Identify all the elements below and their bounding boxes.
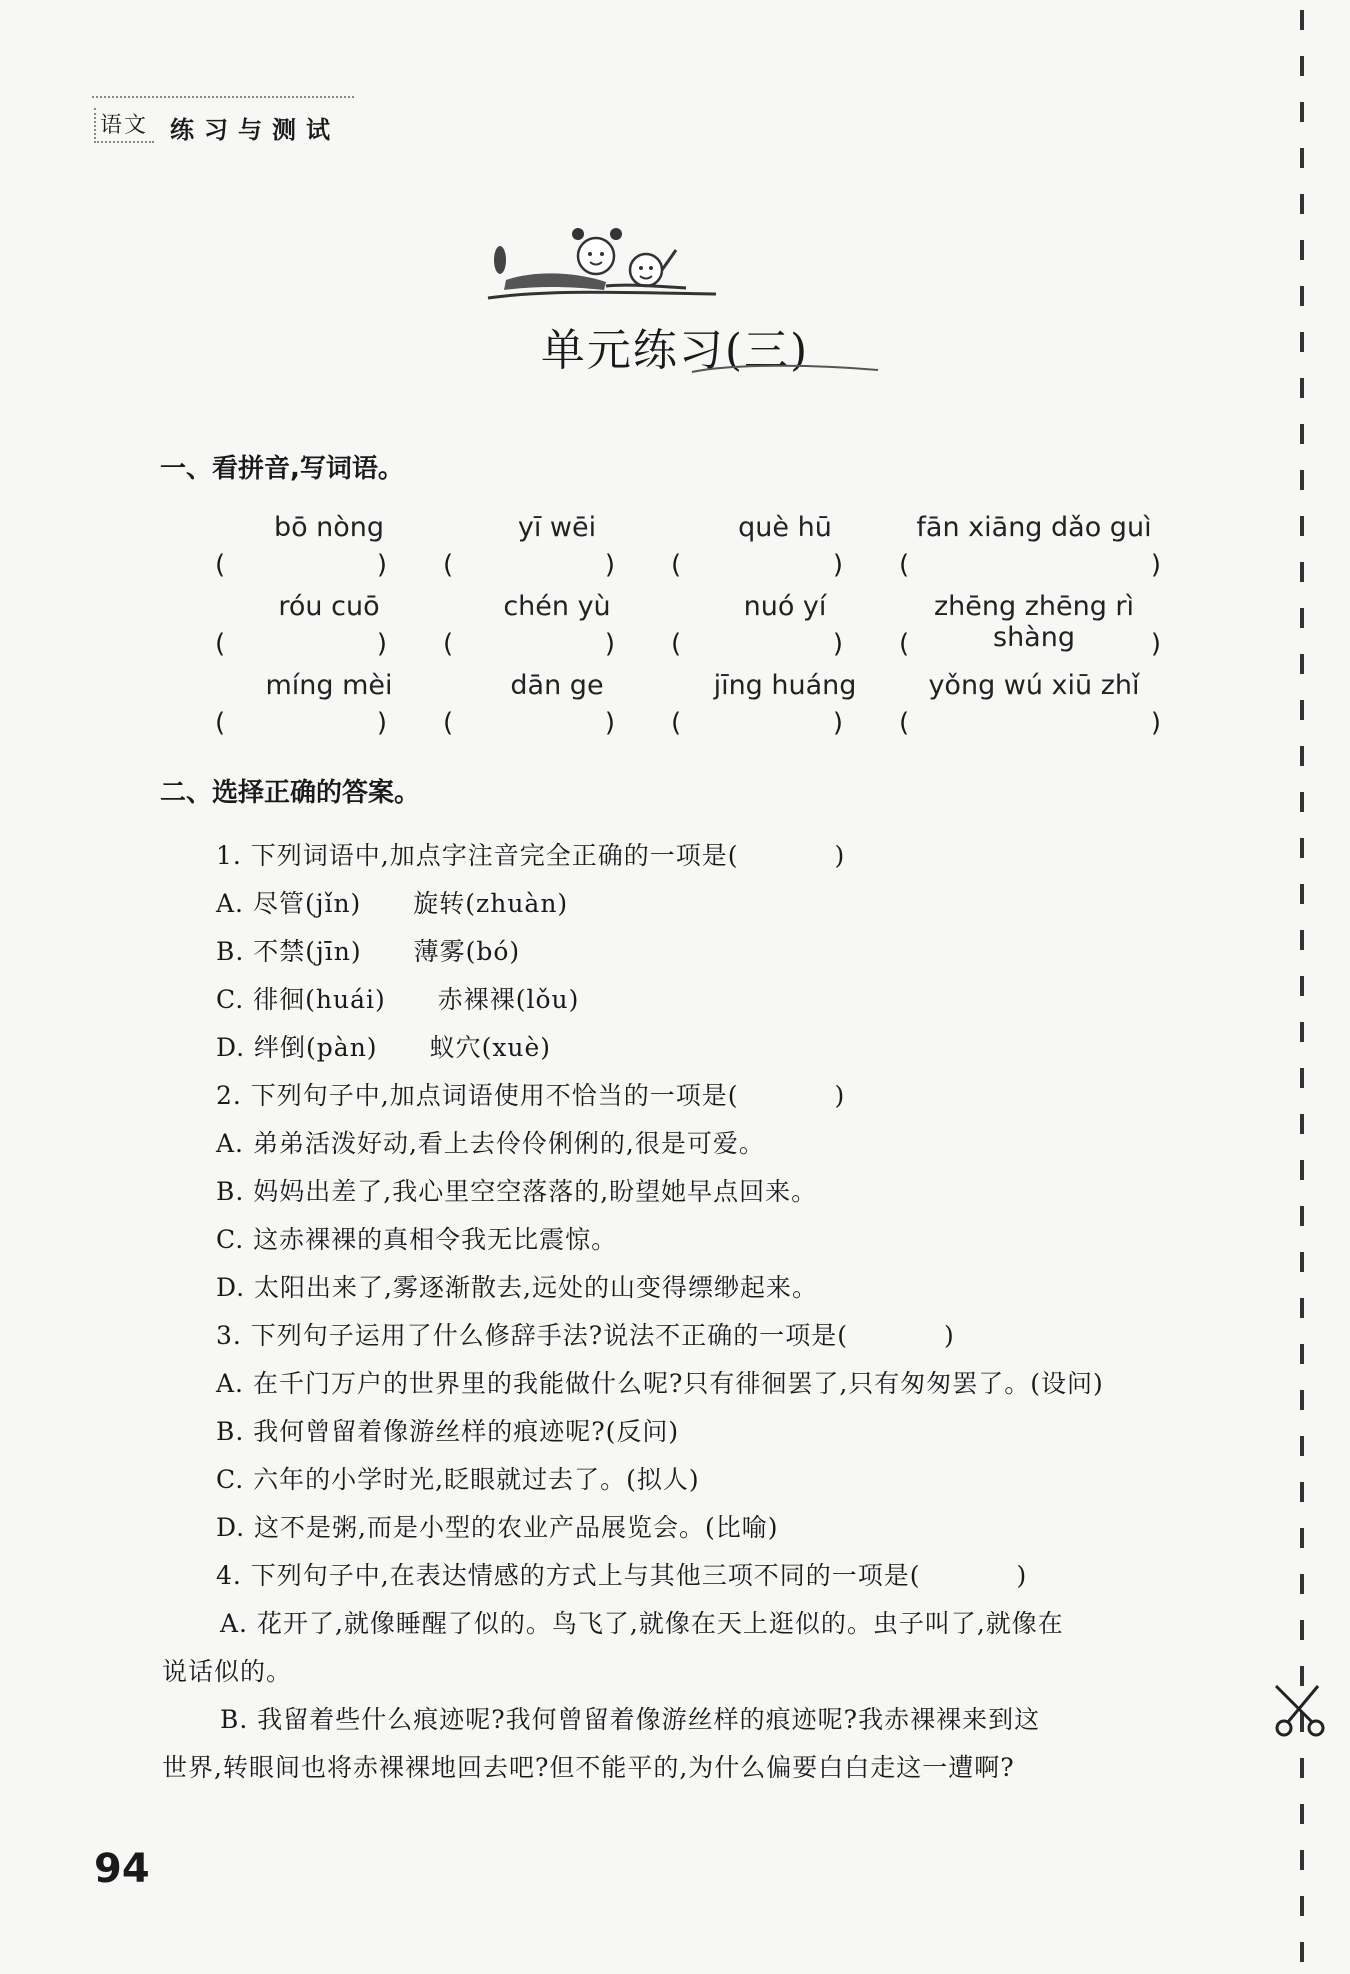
pinyin-item	[671, 512, 899, 591]
pinyin-item	[899, 670, 1169, 749]
pinyin-text: chén yù	[503, 591, 611, 622]
answer-blank[interactable]	[443, 629, 615, 659]
pinyin-text: jīng huáng	[713, 670, 857, 701]
pinyin-item	[215, 512, 443, 591]
q1-option-c: C. 徘徊(huái) 赤裸裸(lǒu)	[216, 985, 580, 1014]
question-1	[216, 832, 845, 1072]
open-paren: (	[671, 708, 682, 738]
q3-option-b: B. 我何曾留着像游丝样的痕迹呢?(反问)	[216, 1417, 680, 1446]
q3-stem: 3. 下列句子运用了什么修辞手法?说法不正确的一项是( )	[216, 1321, 955, 1350]
cut-line	[1300, 10, 1304, 1970]
q4-option-b-line2: 世界,转眼间也将赤裸裸地回去吧?但不能平的,为什么偏要白白走这一遭啊?	[162, 1753, 1015, 1782]
q3-option-a: A. 在千门万户的世界里的我能做什么呢?只有徘徊罢了,只有匆匆罢了。(设问)	[216, 1369, 1104, 1398]
close-paren: )	[832, 550, 843, 580]
book-title: 练习与测试	[170, 116, 340, 144]
pinyin-text: róu cuō	[278, 591, 380, 622]
open-paren: (	[215, 550, 226, 580]
close-paren: )	[376, 629, 387, 659]
open-paren: (	[671, 550, 682, 580]
title-underline	[690, 360, 880, 380]
close-paren: )	[832, 708, 843, 738]
pinyin-text: bō nòng	[273, 512, 385, 543]
q4-option-a-line2: 说话似的。	[162, 1657, 293, 1686]
answer-blank[interactable]	[671, 708, 843, 738]
pinyin-text: fān xiāng dǎo guì	[916, 512, 1152, 543]
answer-blank[interactable]	[215, 550, 387, 580]
question-2	[216, 1072, 845, 1312]
page-title: 单元练习(三)	[540, 325, 810, 376]
open-paren: (	[215, 629, 226, 659]
pinyin-item	[443, 670, 671, 749]
close-paren: )	[604, 708, 615, 738]
q1-option-d: D. 绊倒(pàn) 蚁穴(xuè)	[216, 1033, 552, 1062]
section2-heading: 二、选择正确的答案。	[160, 778, 421, 808]
pinyin-text: yǒng wú xiū zhǐ	[928, 670, 1140, 701]
pinyin-item	[671, 670, 899, 749]
close-paren: )	[604, 550, 615, 580]
question-4	[162, 1552, 1064, 1792]
running-header	[92, 96, 354, 142]
section1-heading: 一、看拼音,写词语。	[160, 454, 404, 484]
children-illustration	[486, 220, 716, 310]
answer-blank[interactable]	[215, 629, 387, 659]
q1-option-a: A. 尽管(jǐn) 旋转(zhuàn)	[216, 889, 569, 918]
close-paren: )	[1150, 708, 1161, 738]
pinyin-text: zhēng zhēng rì shàng	[933, 591, 1135, 653]
open-paren: (	[443, 708, 454, 738]
close-paren: )	[1150, 629, 1161, 659]
close-paren: )	[604, 629, 615, 659]
answer-blank[interactable]	[215, 708, 387, 738]
q3-option-d: D. 这不是粥,而是小型的农业产品展览会。(比喻)	[216, 1513, 779, 1542]
pinyin-text: míng mèi	[265, 670, 393, 701]
answer-blank[interactable]	[899, 550, 1161, 580]
close-paren: )	[376, 550, 387, 580]
pinyin-text: yī wēi	[517, 512, 597, 543]
answer-blank[interactable]	[443, 550, 615, 580]
open-paren: (	[671, 629, 682, 659]
pinyin-item	[443, 591, 671, 670]
q2-option-c: C. 这赤裸裸的真相令我无比震惊。	[216, 1225, 618, 1254]
open-paren: (	[215, 708, 226, 738]
pinyin-row	[215, 512, 1185, 591]
open-paren: (	[443, 629, 454, 659]
q4-option-b-line1: B. 我留着些什么痕迹呢?我何曾留着像游丝样的痕迹呢?我赤裸裸来到这	[220, 1705, 1041, 1734]
q3-option-c: C. 六年的小学时光,眨眼就过去了。(拟人)	[216, 1465, 700, 1494]
q2-stem: 2. 下列句子中,加点词语使用不恰当的一项是( )	[216, 1081, 846, 1110]
q1-stem: 1. 下列词语中,加点字注音完全正确的一项是( )	[216, 841, 846, 870]
pinyin-item	[443, 512, 671, 591]
pinyin-text: nuó yí	[743, 591, 827, 622]
pinyin-item	[899, 591, 1169, 670]
open-paren: (	[443, 550, 454, 580]
close-paren: )	[1150, 550, 1161, 580]
pinyin-row	[215, 670, 1185, 749]
q4-option-a-line1: A. 花开了,就像睡醒了似的。鸟飞了,就像在天上逛似的。虫子叫了,就像在	[220, 1609, 1064, 1638]
scissors-icon	[1272, 1682, 1328, 1738]
answer-blank[interactable]	[671, 629, 843, 659]
pinyin-text: què hū	[738, 512, 832, 543]
pinyin-row	[215, 591, 1185, 670]
q2-option-d: D. 太阳出来了,雾逐渐散去,远处的山变得缥缈起来。	[216, 1273, 818, 1302]
q2-option-a: A. 弟弟活泼好动,看上去伶伶俐俐的,很是可爱。	[216, 1129, 765, 1158]
subject-label: 语文	[94, 108, 154, 143]
answer-blank[interactable]	[671, 550, 843, 580]
answer-blank[interactable]	[899, 708, 1161, 738]
open-paren: (	[899, 708, 910, 738]
pinyin-grid	[215, 512, 1185, 749]
question-3	[216, 1312, 1104, 1552]
q2-option-b: B. 妈妈出差了,我心里空空落落的,盼望她早点回来。	[216, 1177, 818, 1206]
pinyin-item	[215, 670, 443, 749]
open-paren: (	[899, 629, 910, 659]
pinyin-item	[215, 591, 443, 670]
pinyin-text: dān ge	[510, 670, 604, 701]
close-paren: )	[832, 629, 843, 659]
pinyin-item	[899, 512, 1169, 591]
answer-blank[interactable]	[443, 708, 615, 738]
pinyin-item	[671, 591, 899, 670]
q4-stem: 4. 下列句子中,在表达情感的方式上与其他三项不同的一项是( )	[216, 1561, 1028, 1590]
q1-option-b: B. 不禁(jīn) 薄雾(bó)	[216, 937, 521, 966]
open-paren: (	[899, 550, 910, 580]
page-number: 94	[94, 1846, 150, 1892]
close-paren: )	[376, 708, 387, 738]
